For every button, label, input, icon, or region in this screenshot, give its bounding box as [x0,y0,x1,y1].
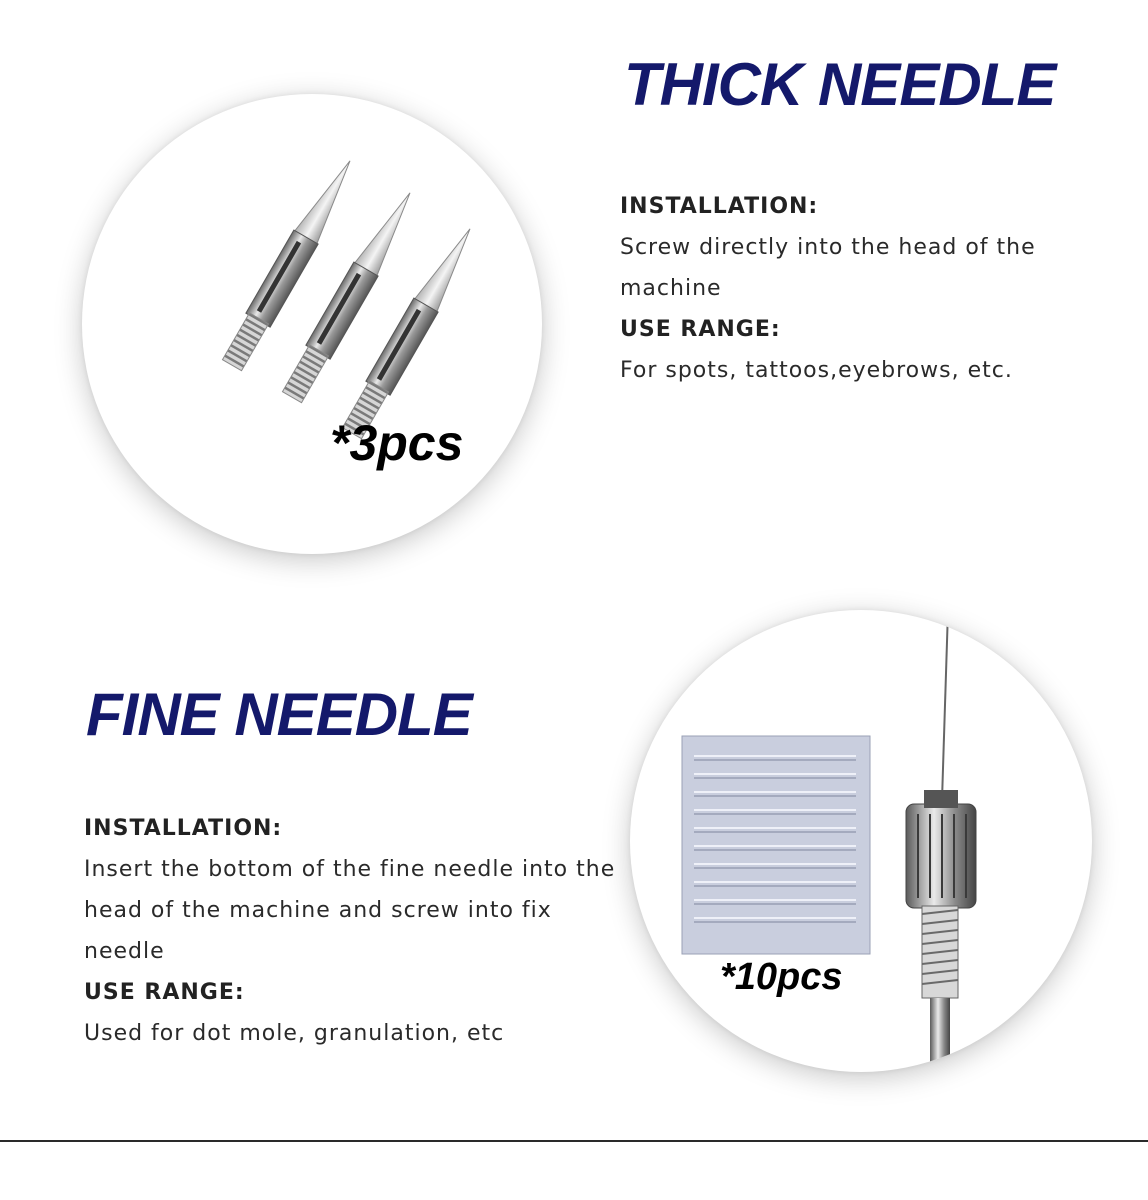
fine-needle-icon [630,610,1092,1072]
installation-label: INSTALLATION: [84,816,283,841]
thick-needle-title: THICK NEEDLE [624,51,1056,118]
installation-text: Insert the bottom of the fine needle into the head of the machine and screw into fix needle [84,857,616,964]
use-range-text: Used for dot mole, granulation, etc [84,1021,505,1046]
fine-needle-title: FINE NEEDLE [86,681,472,748]
divider [0,1140,1148,1142]
fine-needle-image [630,610,1092,1072]
thick-needle-info [620,186,1120,391]
use-range-text: For spots, tattoos,eyebrows, etc. [620,358,1013,383]
use-range-label: USE RANGE: [84,980,245,1005]
installation-label: INSTALLATION: [620,194,819,219]
needle-packet [682,736,870,954]
use-range-label: USE RANGE: [620,317,781,342]
thick-needle-image [82,94,542,554]
thick-needle-quantity: *3pcs [330,415,464,471]
fine-needle-info [84,808,624,1054]
installation-text: Screw directly into the head of the machine [620,235,1036,301]
fine-needle-quantity: *10pcs [720,956,843,998]
thick-needle-icon [82,94,542,554]
